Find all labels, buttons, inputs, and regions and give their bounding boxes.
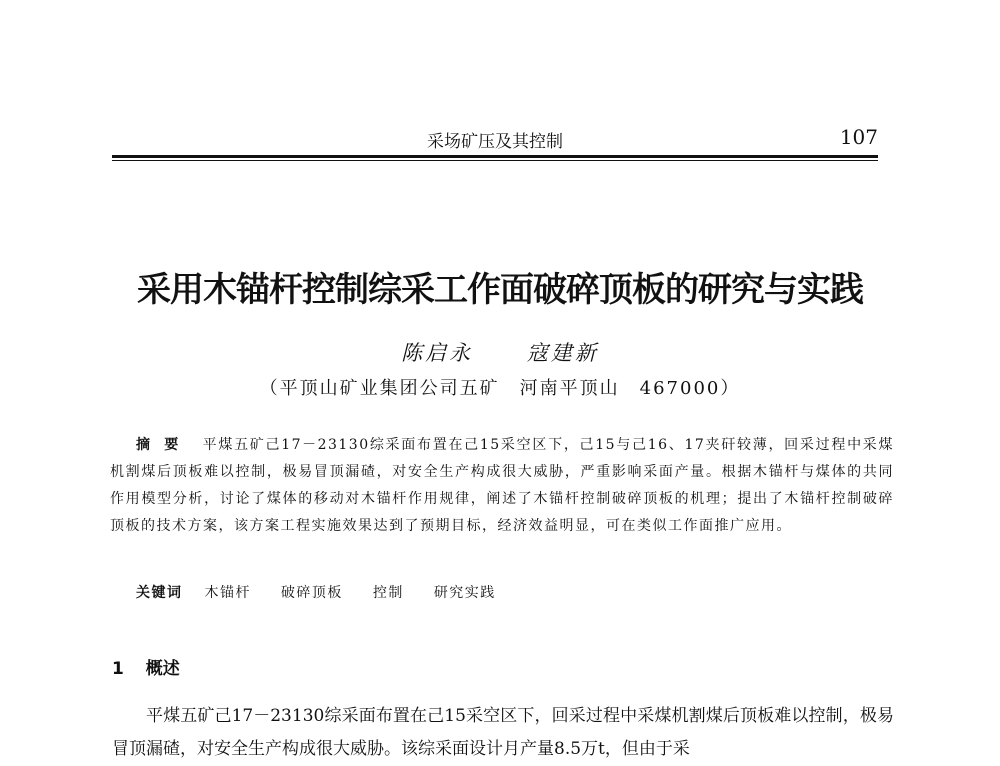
author-name: 陈启永 <box>401 341 474 365</box>
header-rule-thin <box>112 160 878 161</box>
author-name: 寇建新 <box>526 341 599 365</box>
author-affiliation: （平顶山矿业集团公司五矿 河南平顶山 467000） <box>259 378 741 399</box>
keyword: 木锚杆 <box>204 585 251 601</box>
keywords-label: 关键词 <box>136 585 183 601</box>
abstract-label: 摘要 <box>136 437 193 453</box>
abstract-block <box>110 432 894 540</box>
section-heading <box>112 654 180 679</box>
author-list <box>0 337 1000 367</box>
article-title: 采用木锚杆控制综采工作面破碎顶板的研究与实践 <box>137 270 863 310</box>
section-number: 1 <box>112 659 124 679</box>
keyword: 破碎顶板 <box>280 585 343 601</box>
running-title: 采场矿压及其控制 <box>427 132 563 152</box>
header-rule-thick <box>112 155 878 158</box>
body-paragraph: 平煤五矿己17－23130综采面布置在己15采空区下，回采过程中采煤机割煤后顶板难以控制，极易冒顶漏碴，对安全生产构成很大威胁。该综采面设计月产量8.5万t，但由于采 <box>112 706 894 759</box>
page-number: 107 <box>839 125 878 149</box>
abstract-text: 平煤五矿己17－23130综采面布置在己15采空区下，己15与己16、17夹矸较薄，回采过程中采煤机割煤后顶板难以控制，极易冒顶漏碴，对安全生产构成很大威胁，严重影响采面产量。根据木锚杆与煤体的共同作用模型分析，讨论了煤体的移动对木锚杆作用规律，阐述了木锚杆控制破碎顶板的机理；提出了木锚杆控制破碎顶板的技术方案，该方案工程实施效果达到了预期目标，经济效益明显，可在类似工作面推广应用。 <box>110 437 895 534</box>
section-title: 概述 <box>145 659 180 679</box>
running-header <box>112 125 878 155</box>
keyword: 研究实践 <box>433 585 496 601</box>
keywords-block <box>136 582 520 602</box>
keyword: 控制 <box>372 585 404 601</box>
